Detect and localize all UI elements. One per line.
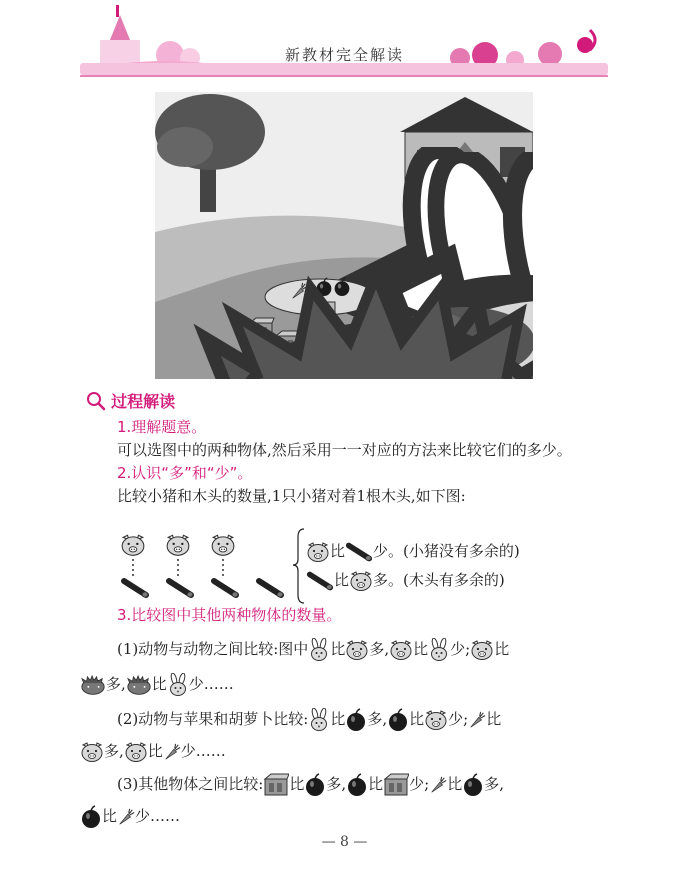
section-title: 过程解读 [111,392,176,411]
magnifier-icon [86,391,106,411]
rabbit-icon [428,638,450,662]
step1-body: 可以选图中的两种物体,然后采用一一对应的方法来比较它们的多少。 [117,441,572,459]
rabbit-icon [167,673,189,697]
page-number: — 8 — [321,834,368,850]
section-heading [86,389,175,412]
compare-line-2: 比 多。(木头有多余的) [306,570,505,592]
log-icon [124,581,148,597]
pig-icon [212,535,234,555]
page-header [0,0,689,80]
scene-illustration [155,92,533,379]
rabbit-icon [308,638,330,662]
correspondence-diagram [118,525,308,605]
pig-icon [306,541,330,563]
stool-icon [383,773,409,797]
log-icon [214,581,238,597]
para1-line2: 多, 比 少…… [80,673,234,697]
hedgehog-icon [80,674,106,696]
pig-icon [80,741,104,763]
pig-icon [167,535,189,555]
pig-icon [124,741,148,763]
log-icon [259,581,283,597]
rabbit-icon [308,708,330,732]
log-icon [345,541,373,563]
step2-title: 2.认识“多”和“少”。 [117,464,253,482]
carrot-icon [117,808,135,826]
para2-line1: (2)动物与苹果和胡萝卜比较: 比 多, 比 少; 比 [117,708,501,732]
hedgehog-icon [126,674,152,696]
para1-line1: (1)动物与动物之间比较:图中 比 多, 比 少; 比 [117,638,509,662]
log-icon [169,581,193,597]
para3-line1: (3)其他物体之间比较: 比 多, 比 少; 比 多, [117,773,504,797]
step3-title: 3.比较图中其他两种物体的数量。 [117,606,342,624]
log-icon [306,570,334,592]
header-line [80,75,608,77]
header-title: 新教材完全解读 [284,46,404,64]
apple-icon [346,773,368,797]
step2-body: 比较小猪和木头的数量,1只小猪对着1根木头,如下图: [117,487,466,505]
apple-icon [462,773,484,797]
para2-line2: 多, 比 少…… [80,741,226,763]
compare-line-1: 比 少。(小猪没有多余的) [306,541,520,563]
apple-icon [304,773,326,797]
apple-icon [80,805,102,829]
pig-icon [122,535,144,555]
stool-icon [263,773,289,797]
apple-icon [345,708,367,732]
carrot-icon [468,711,486,729]
pig-icon [389,639,413,661]
pig-icon [349,570,373,592]
pig-icon [345,639,369,661]
step1-title: 1.理解题意。 [117,418,207,436]
carrot-icon [429,776,447,794]
carrot-icon [163,743,181,761]
apple-icon [387,708,409,732]
para3-line2: 比 少…… [80,805,180,829]
pig-icon [470,639,494,661]
pig-icon [424,709,448,731]
